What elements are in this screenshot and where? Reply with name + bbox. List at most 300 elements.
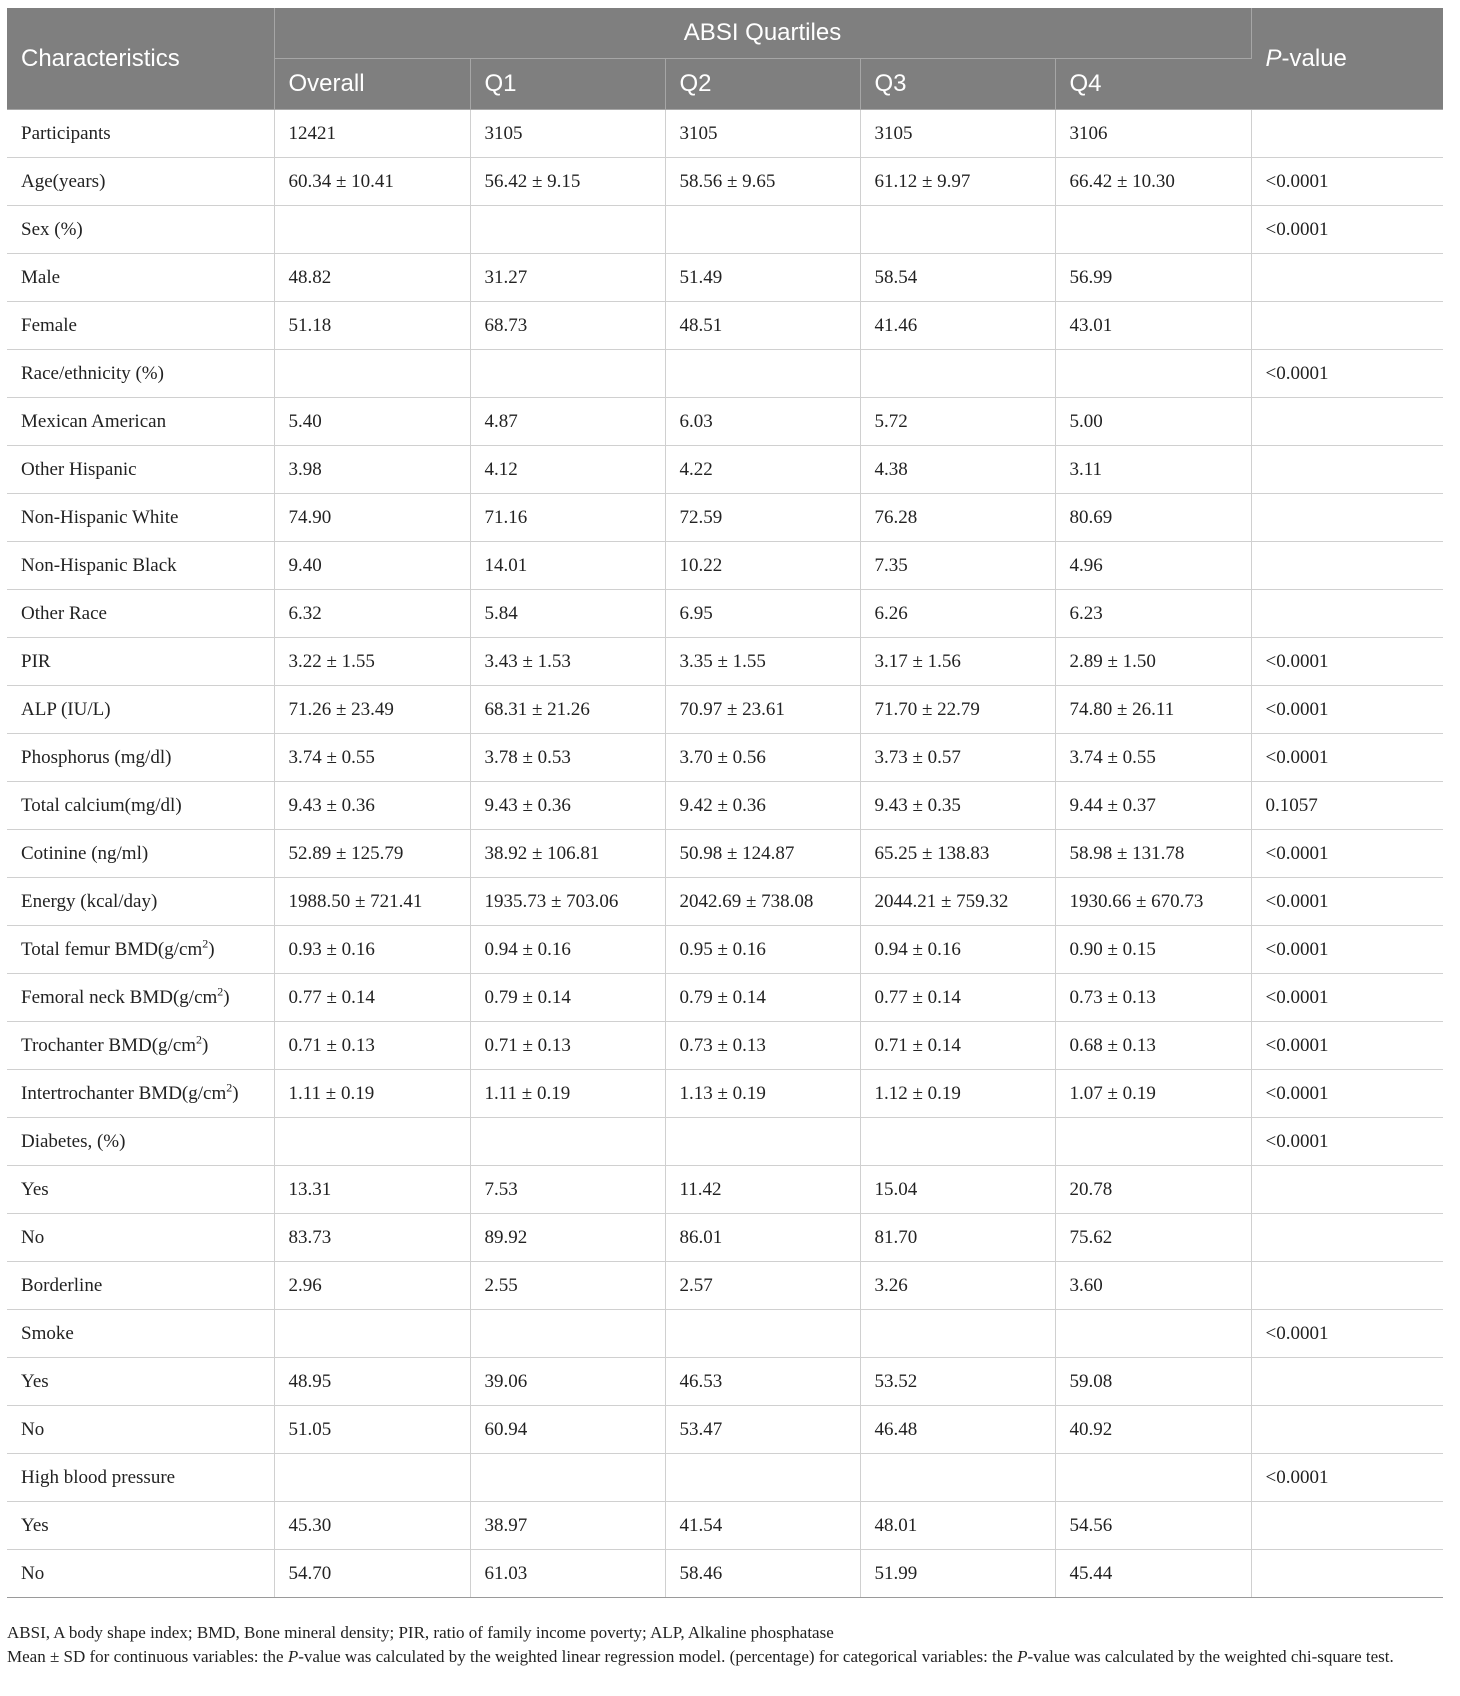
row-label-text: Participants <box>21 122 111 144</box>
header-p-value <box>1251 8 1443 110</box>
footnote-p-letter-1: P <box>287 1647 299 1666</box>
cell-q4 <box>1055 1454 1251 1502</box>
cell-q1: 60.94 <box>470 1406 665 1454</box>
row-label <box>7 878 274 926</box>
row-label <box>7 302 274 350</box>
row-label-text: No <box>21 1418 45 1440</box>
row-label <box>7 1070 274 1118</box>
table-row <box>7 1070 1443 1118</box>
cell-overall: 0.71 ± 0.13 <box>274 1022 470 1070</box>
cell-q2 <box>665 1118 860 1166</box>
row-label <box>7 350 274 398</box>
cell-p-value: <0.0001 <box>1251 878 1443 926</box>
cell-p-value: <0.0001 <box>1251 734 1443 782</box>
row-label-text: Borderline <box>21 1274 103 1296</box>
cell-q3: 58.54 <box>860 254 1055 302</box>
table-row <box>7 110 1443 158</box>
row-label-text: Mexican American <box>21 410 167 432</box>
table-row <box>7 494 1443 542</box>
table-row <box>7 734 1443 782</box>
cell-overall: 5.40 <box>274 398 470 446</box>
row-label <box>7 974 274 1022</box>
row-label <box>7 638 274 686</box>
cell-q1: 71.16 <box>470 494 665 542</box>
row-label-text: Female <box>21 314 77 336</box>
cell-q3: 76.28 <box>860 494 1055 542</box>
table-row <box>7 350 1443 398</box>
header-q4: Q4 <box>1055 59 1251 110</box>
cell-overall: 83.73 <box>274 1214 470 1262</box>
cell-overall <box>274 1118 470 1166</box>
cell-q4: 43.01 <box>1055 302 1251 350</box>
row-label <box>7 590 274 638</box>
table-row <box>7 878 1443 926</box>
cell-q2 <box>665 1454 860 1502</box>
cell-q2: 2.57 <box>665 1262 860 1310</box>
cell-p-value <box>1251 110 1443 158</box>
cell-q4: 59.08 <box>1055 1358 1251 1406</box>
footnote-methods-b: -value was calculated by the weighted linear regression model. (percentage) for categorical variables: the <box>298 1647 1018 1666</box>
cell-q1: 68.73 <box>470 302 665 350</box>
row-label <box>7 734 274 782</box>
header-q2: Q2 <box>665 59 860 110</box>
row-label <box>7 1454 274 1502</box>
cell-overall: 6.32 <box>274 590 470 638</box>
row-label <box>7 254 274 302</box>
cell-q3 <box>860 206 1055 254</box>
row-label <box>7 1214 274 1262</box>
row-label <box>7 926 274 974</box>
cell-q4 <box>1055 206 1251 254</box>
footnote-abbreviations: ABSI, A body shape index; BMD, Bone mineral density; PIR, ratio of family income poverty; ALP, Alkaline phosphatase <box>7 1623 834 1642</box>
cell-q2: 70.97 ± 23.61 <box>665 686 860 734</box>
cell-q3: 2044.21 ± 759.32 <box>860 878 1055 926</box>
table-row <box>7 1406 1443 1454</box>
table-row <box>7 686 1443 734</box>
cell-q1: 3.43 ± 1.53 <box>470 638 665 686</box>
row-label-text: Trochanter BMD(g/cm <box>21 1034 197 1056</box>
table-row <box>7 398 1443 446</box>
cell-q4 <box>1055 1310 1251 1358</box>
cell-q2 <box>665 1310 860 1358</box>
cell-p-value <box>1251 1262 1443 1310</box>
row-label-text: Non-Hispanic White <box>21 506 179 528</box>
cell-q4: 56.99 <box>1055 254 1251 302</box>
header-characteristics: Characteristics <box>7 8 274 110</box>
cell-q1: 9.43 ± 0.36 <box>470 782 665 830</box>
row-label <box>7 542 274 590</box>
cell-q1: 3.78 ± 0.53 <box>470 734 665 782</box>
cell-q1 <box>470 206 665 254</box>
cell-p-value: 0.1057 <box>1251 782 1443 830</box>
cell-overall: 52.89 ± 125.79 <box>274 830 470 878</box>
row-label <box>7 1310 274 1358</box>
cell-p-value <box>1251 1358 1443 1406</box>
row-label-text: Yes <box>21 1370 49 1392</box>
cell-q3: 61.12 ± 9.97 <box>860 158 1055 206</box>
cell-q4: 0.90 ± 0.15 <box>1055 926 1251 974</box>
row-label-text: High blood pressure <box>21 1466 176 1488</box>
row-label-text: Total calcium(mg/dl) <box>21 794 182 816</box>
cell-q1: 5.84 <box>470 590 665 638</box>
cell-p-value <box>1251 1166 1443 1214</box>
header-absi-quartiles: ABSI Quartiles <box>274 8 1251 59</box>
cell-q2: 58.56 ± 9.65 <box>665 158 860 206</box>
cell-q3: 5.72 <box>860 398 1055 446</box>
cell-q3: 46.48 <box>860 1406 1055 1454</box>
row-label-text: ALP (IU/L) <box>21 698 111 720</box>
row-label-text: Other Hispanic <box>21 458 137 480</box>
cell-overall <box>274 350 470 398</box>
row-label-end: ) <box>223 986 230 1008</box>
row-label-text: Sex (%) <box>21 218 83 240</box>
table-row <box>7 446 1443 494</box>
table-row <box>7 1502 1443 1550</box>
table-row <box>7 926 1443 974</box>
row-label <box>7 398 274 446</box>
cell-p-value: <0.0001 <box>1251 350 1443 398</box>
cell-q1: 7.53 <box>470 1166 665 1214</box>
cell-q4: 0.73 ± 0.13 <box>1055 974 1251 1022</box>
cell-q4: 5.00 <box>1055 398 1251 446</box>
cell-q4: 40.92 <box>1055 1406 1251 1454</box>
cell-p-value: <0.0001 <box>1251 926 1443 974</box>
cell-q3: 4.38 <box>860 446 1055 494</box>
cell-p-value <box>1251 590 1443 638</box>
cell-q1: 56.42 ± 9.15 <box>470 158 665 206</box>
footnote-methods-c: -value was calculated by the weighted chi-square test. <box>1027 1647 1394 1666</box>
cell-q1: 14.01 <box>470 542 665 590</box>
cell-overall: 1.11 ± 0.19 <box>274 1070 470 1118</box>
cell-overall: 9.43 ± 0.36 <box>274 782 470 830</box>
row-label-text: Femoral neck BMD(g/cm <box>21 986 218 1008</box>
cell-p-value: <0.0001 <box>1251 974 1443 1022</box>
cell-overall: 60.34 ± 10.41 <box>274 158 470 206</box>
table-row <box>7 1454 1443 1502</box>
row-label-text: Yes <box>21 1514 49 1536</box>
row-label <box>7 686 274 734</box>
cell-overall: 9.40 <box>274 542 470 590</box>
cell-q3: 0.77 ± 0.14 <box>860 974 1055 1022</box>
row-label <box>7 494 274 542</box>
row-label-end: ) <box>202 1034 209 1056</box>
table-row <box>7 254 1443 302</box>
cell-overall: 51.05 <box>274 1406 470 1454</box>
cell-p-value: <0.0001 <box>1251 1070 1443 1118</box>
cell-q3: 1.12 ± 0.19 <box>860 1070 1055 1118</box>
header-p-letter: P <box>1265 44 1282 72</box>
cell-p-value: <0.0001 <box>1251 158 1443 206</box>
row-label-text: Race/ethnicity (%) <box>21 362 164 384</box>
cell-q4: 1.07 ± 0.19 <box>1055 1070 1251 1118</box>
cell-overall: 3.98 <box>274 446 470 494</box>
cell-q3: 0.71 ± 0.14 <box>860 1022 1055 1070</box>
cell-q2: 6.03 <box>665 398 860 446</box>
cell-q1: 3105 <box>470 110 665 158</box>
table-row <box>7 1118 1443 1166</box>
row-label-superscript: 2 <box>202 936 209 951</box>
cell-q2: 51.49 <box>665 254 860 302</box>
cell-q2: 10.22 <box>665 542 860 590</box>
cell-q3: 3.17 ± 1.56 <box>860 638 1055 686</box>
cell-q4: 4.96 <box>1055 542 1251 590</box>
header-q3: Q3 <box>860 59 1055 110</box>
table-row <box>7 974 1443 1022</box>
table-row <box>7 542 1443 590</box>
cell-p-value <box>1251 302 1443 350</box>
row-label <box>7 1166 274 1214</box>
cell-overall <box>274 1454 470 1502</box>
footnote-methods <box>7 1645 1447 1669</box>
table-row <box>7 1310 1443 1358</box>
table-row <box>7 590 1443 638</box>
row-label-text: No <box>21 1562 45 1584</box>
cell-p-value <box>1251 542 1443 590</box>
cell-q2: 4.22 <box>665 446 860 494</box>
cell-p-value: <0.0001 <box>1251 830 1443 878</box>
row-label <box>7 110 274 158</box>
table-row <box>7 206 1443 254</box>
cell-q3: 0.94 ± 0.16 <box>860 926 1055 974</box>
table-row <box>7 158 1443 206</box>
cell-q1: 38.97 <box>470 1502 665 1550</box>
cell-overall: 13.31 <box>274 1166 470 1214</box>
cell-q3: 41.46 <box>860 302 1055 350</box>
table-row <box>7 302 1443 350</box>
cell-overall: 12421 <box>274 110 470 158</box>
cell-q3: 81.70 <box>860 1214 1055 1262</box>
cell-q3: 6.26 <box>860 590 1055 638</box>
cell-q4: 9.44 ± 0.37 <box>1055 782 1251 830</box>
cell-p-value: <0.0001 <box>1251 638 1443 686</box>
cell-overall: 3.22 ± 1.55 <box>274 638 470 686</box>
row-label <box>7 1022 274 1070</box>
cell-overall: 0.93 ± 0.16 <box>274 926 470 974</box>
cell-overall: 3.74 ± 0.55 <box>274 734 470 782</box>
row-label-text: Non-Hispanic Black <box>21 554 177 576</box>
cell-q1 <box>470 350 665 398</box>
cell-q2: 2042.69 ± 738.08 <box>665 878 860 926</box>
cell-q1: 68.31 ± 21.26 <box>470 686 665 734</box>
cell-q2: 58.46 <box>665 1550 860 1598</box>
table-body <box>7 110 1443 1598</box>
header-q1: Q1 <box>470 59 665 110</box>
cell-q4: 6.23 <box>1055 590 1251 638</box>
cell-q2: 9.42 ± 0.36 <box>665 782 860 830</box>
row-label-superscript: 2 <box>196 1032 203 1047</box>
row-label-superscript: 2 <box>226 1080 233 1095</box>
row-label-text: Other Race <box>21 602 107 624</box>
cell-q1 <box>470 1454 665 1502</box>
cell-q3: 15.04 <box>860 1166 1055 1214</box>
cell-p-value: <0.0001 <box>1251 1118 1443 1166</box>
cell-q4: 3.11 <box>1055 446 1251 494</box>
cell-q2: 50.98 ± 124.87 <box>665 830 860 878</box>
row-label <box>7 1406 274 1454</box>
cell-p-value: <0.0001 <box>1251 686 1443 734</box>
cell-q4 <box>1055 1118 1251 1166</box>
table-row <box>7 782 1443 830</box>
cell-q4: 66.42 ± 10.30 <box>1055 158 1251 206</box>
cell-q4: 75.62 <box>1055 1214 1251 1262</box>
row-label-text: Intertrochanter BMD(g/cm <box>21 1082 227 1104</box>
cell-q2: 3.35 ± 1.55 <box>665 638 860 686</box>
cell-q3: 9.43 ± 0.35 <box>860 782 1055 830</box>
cell-q2: 48.51 <box>665 302 860 350</box>
table-header <box>7 8 1443 110</box>
cell-overall: 48.95 <box>274 1358 470 1406</box>
row-label <box>7 1550 274 1598</box>
cell-q4: 45.44 <box>1055 1550 1251 1598</box>
cell-p-value <box>1251 1406 1443 1454</box>
row-label-text: Male <box>21 266 61 288</box>
cell-q3 <box>860 1310 1055 1358</box>
cell-q2: 0.73 ± 0.13 <box>665 1022 860 1070</box>
table-footnotes <box>7 1621 1447 1669</box>
footnote-p-letter-2: P <box>1017 1647 1028 1666</box>
cell-q1: 61.03 <box>470 1550 665 1598</box>
row-label <box>7 1262 274 1310</box>
cell-q2: 46.53 <box>665 1358 860 1406</box>
table-row <box>7 1166 1443 1214</box>
cell-p-value <box>1251 494 1443 542</box>
cell-q4: 74.80 ± 26.11 <box>1055 686 1251 734</box>
cell-q1: 1935.73 ± 703.06 <box>470 878 665 926</box>
cell-p-value <box>1251 254 1443 302</box>
cell-q1: 4.12 <box>470 446 665 494</box>
cell-q3: 48.01 <box>860 1502 1055 1550</box>
row-label-text: Total femur BMD(g/cm <box>21 938 203 960</box>
cell-p-value <box>1251 446 1443 494</box>
cell-q1: 38.92 ± 106.81 <box>470 830 665 878</box>
cell-overall <box>274 1310 470 1358</box>
row-label-text: Energy (kcal/day) <box>21 890 158 912</box>
row-label <box>7 782 274 830</box>
cell-q1: 39.06 <box>470 1358 665 1406</box>
cell-q2 <box>665 350 860 398</box>
cell-p-value <box>1251 1550 1443 1598</box>
cell-q4: 80.69 <box>1055 494 1251 542</box>
row-label-text: Age(years) <box>21 170 106 192</box>
row-label-text: Diabetes, (%) <box>21 1130 126 1152</box>
row-label-text: Smoke <box>21 1322 74 1344</box>
cell-q1: 0.94 ± 0.16 <box>470 926 665 974</box>
row-label-text: PIR <box>21 650 51 672</box>
cell-q4: 3.60 <box>1055 1262 1251 1310</box>
cell-overall: 51.18 <box>274 302 470 350</box>
cell-overall <box>274 206 470 254</box>
row-label <box>7 830 274 878</box>
cell-p-value: <0.0001 <box>1251 1022 1443 1070</box>
cell-q3: 71.70 ± 22.79 <box>860 686 1055 734</box>
table-row <box>7 1214 1443 1262</box>
cell-q1 <box>470 1310 665 1358</box>
cell-q3: 3105 <box>860 110 1055 158</box>
cell-q1: 1.11 ± 0.19 <box>470 1070 665 1118</box>
row-label <box>7 446 274 494</box>
table-row <box>7 1550 1443 1598</box>
cell-p-value: <0.0001 <box>1251 206 1443 254</box>
cell-overall: 48.82 <box>274 254 470 302</box>
cell-q3: 53.52 <box>860 1358 1055 1406</box>
cell-p-value: <0.0001 <box>1251 1310 1443 1358</box>
row-label <box>7 1118 274 1166</box>
cell-q1 <box>470 1118 665 1166</box>
cell-p-value <box>1251 398 1443 446</box>
cell-q4: 2.89 ± 1.50 <box>1055 638 1251 686</box>
table-row <box>7 830 1443 878</box>
cell-q1: 2.55 <box>470 1262 665 1310</box>
cell-q3 <box>860 1454 1055 1502</box>
row-label-text: Phosphorus (mg/dl) <box>21 746 172 768</box>
cell-q2: 1.13 ± 0.19 <box>665 1070 860 1118</box>
table-row <box>7 1022 1443 1070</box>
cell-overall: 1988.50 ± 721.41 <box>274 878 470 926</box>
cell-q4: 20.78 <box>1055 1166 1251 1214</box>
cell-q3 <box>860 350 1055 398</box>
cell-overall: 0.77 ± 0.14 <box>274 974 470 1022</box>
cell-q1: 4.87 <box>470 398 665 446</box>
cell-q3: 3.73 ± 0.57 <box>860 734 1055 782</box>
table-row <box>7 638 1443 686</box>
cell-overall: 71.26 ± 23.49 <box>274 686 470 734</box>
cell-q1: 89.92 <box>470 1214 665 1262</box>
cell-q3 <box>860 1118 1055 1166</box>
cell-q1: 31.27 <box>470 254 665 302</box>
header-overall: Overall <box>274 59 470 110</box>
table-row <box>7 1358 1443 1406</box>
cell-q1: 0.79 ± 0.14 <box>470 974 665 1022</box>
cell-overall: 45.30 <box>274 1502 470 1550</box>
cell-p-value: <0.0001 <box>1251 1454 1443 1502</box>
cell-overall: 74.90 <box>274 494 470 542</box>
cell-overall: 54.70 <box>274 1550 470 1598</box>
cell-q2: 72.59 <box>665 494 860 542</box>
row-label-text: No <box>21 1226 45 1248</box>
cell-q4 <box>1055 350 1251 398</box>
cell-q4: 54.56 <box>1055 1502 1251 1550</box>
cell-q3: 7.35 <box>860 542 1055 590</box>
characteristics-table <box>7 8 1443 1598</box>
cell-q1: 0.71 ± 0.13 <box>470 1022 665 1070</box>
cell-q3: 51.99 <box>860 1550 1055 1598</box>
table-row <box>7 1262 1443 1310</box>
cell-p-value <box>1251 1502 1443 1550</box>
table-container <box>7 8 1443 1598</box>
cell-overall: 2.96 <box>274 1262 470 1310</box>
cell-q4: 0.68 ± 0.13 <box>1055 1022 1251 1070</box>
row-label <box>7 158 274 206</box>
cell-p-value <box>1251 1214 1443 1262</box>
cell-q4: 58.98 ± 131.78 <box>1055 830 1251 878</box>
row-label-superscript: 2 <box>217 984 224 999</box>
cell-q4: 1930.66 ± 670.73 <box>1055 878 1251 926</box>
row-label-end: ) <box>208 938 215 960</box>
row-label-text: Yes <box>21 1178 49 1200</box>
cell-q3: 3.26 <box>860 1262 1055 1310</box>
cell-q2: 11.42 <box>665 1166 860 1214</box>
row-label <box>7 1502 274 1550</box>
cell-q2: 3105 <box>665 110 860 158</box>
row-label <box>7 1358 274 1406</box>
cell-q4: 3106 <box>1055 110 1251 158</box>
cell-q2: 6.95 <box>665 590 860 638</box>
cell-q2: 0.79 ± 0.14 <box>665 974 860 1022</box>
cell-q2: 0.95 ± 0.16 <box>665 926 860 974</box>
cell-q2: 86.01 <box>665 1214 860 1262</box>
row-label-end: ) <box>232 1082 239 1104</box>
cell-q2: 53.47 <box>665 1406 860 1454</box>
